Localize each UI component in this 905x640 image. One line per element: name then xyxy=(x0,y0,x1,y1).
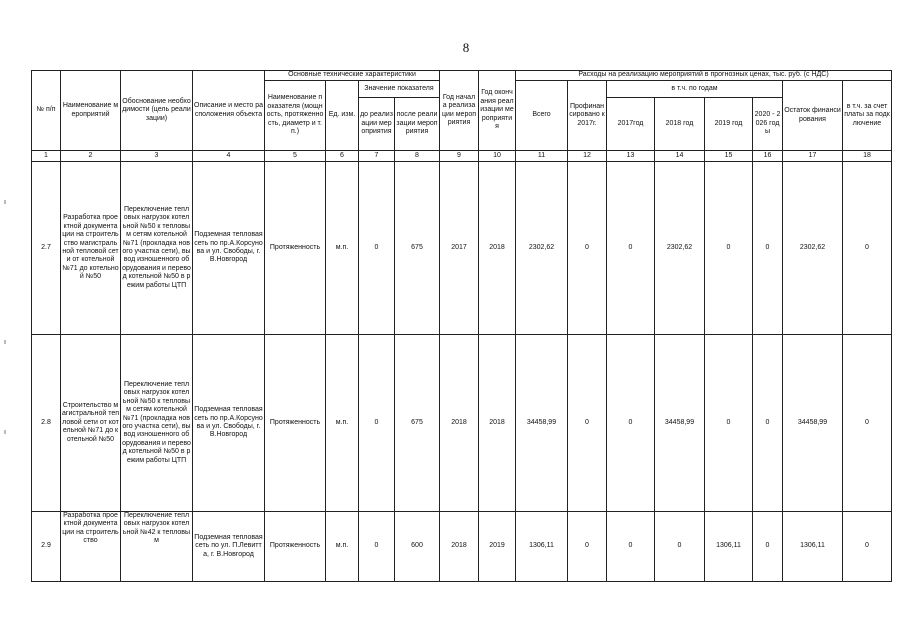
margin-mark xyxy=(4,430,6,434)
header-2019: 2019 год xyxy=(705,98,753,151)
row-unit: м.п. xyxy=(326,512,359,582)
column-number: 8 xyxy=(395,151,440,162)
column-number: 6 xyxy=(326,151,359,162)
row-after: 675 xyxy=(395,162,440,335)
margin-mark xyxy=(4,340,6,344)
header-num: № п/п xyxy=(32,71,61,151)
row-connection: 0 xyxy=(843,162,892,335)
row-start-year: 2017 xyxy=(440,162,479,335)
row-unit: м.п. xyxy=(326,335,359,512)
row-2018: 2302,62 xyxy=(655,162,705,335)
row-financed: 0 xyxy=(568,162,607,335)
header-years-group: в т.ч. по годам xyxy=(607,81,783,98)
row-before: 0 xyxy=(359,162,395,335)
column-number: 1 xyxy=(32,151,61,162)
row-remaining: 1306,11 xyxy=(783,512,843,582)
row-2018: 0 xyxy=(655,512,705,582)
row-2020-2026: 0 xyxy=(753,512,783,582)
row-2017: 0 xyxy=(607,335,655,512)
row-end-year: 2018 xyxy=(479,162,516,335)
row-start-year: 2018 xyxy=(440,512,479,582)
header-total: Всего xyxy=(516,81,568,151)
column-number: 15 xyxy=(705,151,753,162)
row-before: 0 xyxy=(359,512,395,582)
column-number: 17 xyxy=(783,151,843,162)
row-num: 2.8 xyxy=(32,335,61,512)
header-tech-group: Основные технические характеристики xyxy=(265,71,440,81)
header-financed: Профинансировано к 2017г. xyxy=(568,81,607,151)
column-number: 11 xyxy=(516,151,568,162)
header-after: после реализации мероприятия xyxy=(395,98,440,151)
investment-table xyxy=(31,70,892,582)
row-financed: 0 xyxy=(568,335,607,512)
row-indicator: Протяженность xyxy=(265,162,326,335)
table-row xyxy=(32,335,892,512)
header-cost-group: Расходы на реализацию мероприятий в прогнозных ценах, тыс. руб. (с НДС) xyxy=(516,71,892,81)
row-2017: 0 xyxy=(607,162,655,335)
row-2019: 0 xyxy=(705,162,753,335)
row-total: 2302,62 xyxy=(516,162,568,335)
row-name-text: Разработка проектной документации на строительство xyxy=(62,512,119,545)
header-end-year: Год окончания реализации мероприятия xyxy=(479,71,516,151)
row-indicator: Протяженность xyxy=(265,512,326,582)
column-number: 10 xyxy=(479,151,516,162)
header-before: до реализации мероприятия xyxy=(359,98,395,151)
row-after: 600 xyxy=(395,512,440,582)
column-number: 9 xyxy=(440,151,479,162)
row-start-year: 2018 xyxy=(440,335,479,512)
table-row xyxy=(32,512,892,582)
table-row xyxy=(32,162,892,335)
row-before: 0 xyxy=(359,335,395,512)
header-2020-2026: 2020 - 2026 годы xyxy=(753,98,783,151)
header-unit: Ед. изм. xyxy=(326,81,359,151)
row-connection: 0 xyxy=(843,335,892,512)
row-end-year: 2019 xyxy=(479,512,516,582)
row-financed: 0 xyxy=(568,512,607,582)
column-number: 18 xyxy=(843,151,892,162)
row-2018: 34458,99 xyxy=(655,335,705,512)
row-num: 2.9 xyxy=(32,512,61,582)
page-number: 8 xyxy=(462,40,470,55)
column-number: 16 xyxy=(753,151,783,162)
header-indicator: Наименование показателя (мощность, протяженность, диаметр и т.п.) xyxy=(265,81,326,151)
row-reason-text: Переключение тепловых нагрузок котельной №42 к тепловым xyxy=(122,512,191,545)
row-remaining: 34458,99 xyxy=(783,335,843,512)
row-location: Подземная тепловая сеть по пр.А.Корсунова и ул. Свободы, г. В.Новгород xyxy=(193,162,265,335)
row-2017: 0 xyxy=(607,512,655,582)
row-name: Разработка проектной документации на строительство магистральной тепловой сети от котельной №71 до котельной №50 xyxy=(61,162,121,335)
column-number: 2 xyxy=(61,151,121,162)
row-2019: 0 xyxy=(705,335,753,512)
header-location: Описание и место расположения объекта xyxy=(193,71,265,151)
header-name: Наименование мероприятий xyxy=(61,71,121,151)
row-remaining: 2302,62 xyxy=(783,162,843,335)
row-2020-2026: 0 xyxy=(753,162,783,335)
header-connection: в т.ч. за счет платы за подключение xyxy=(843,81,892,151)
column-number: 14 xyxy=(655,151,705,162)
row-num: 2.7 xyxy=(32,162,61,335)
row-total: 34458,99 xyxy=(516,335,568,512)
row-end-year: 2018 xyxy=(479,335,516,512)
header-start-year: Год начала реализации мероприятия xyxy=(440,71,479,151)
header-reason: Обоснование необходимости (цель реализации) xyxy=(121,71,193,151)
row-reason: Переключение тепловых нагрузок котельной №50 к тепловым сетям котельной №71 (прокладка нового участка сети), вывод изношенного оборудования и перевод котельной №50 в режим работы ЦТП xyxy=(121,335,193,512)
row-location: Подземная тепловая сеть по пр.А.Корсунова и ул. Свободы, г. В.Новгород xyxy=(193,335,265,512)
margin-mark xyxy=(4,200,6,204)
column-number: 7 xyxy=(359,151,395,162)
row-name: Строительство магистральной тепловой сети от котельной №71 до котельной №50 xyxy=(61,335,121,512)
header-2017: 2017год xyxy=(607,98,655,151)
row-2019: 1306,11 xyxy=(705,512,753,582)
row-indicator: Протяженность xyxy=(265,335,326,512)
row-total: 1306,11 xyxy=(516,512,568,582)
column-number: 3 xyxy=(121,151,193,162)
header-value-group: Значение показателя xyxy=(359,81,440,98)
column-number-row xyxy=(32,151,892,162)
row-reason: Переключение тепловых нагрузок котельной №50 к тепловым сетям котельной №71 (прокладка нового участка сети), вывод изношенного оборудования и перевод котельной №50 в режим работы ЦТП xyxy=(121,162,193,335)
header-remaining: Остаток финансирования xyxy=(783,81,843,151)
row-reason xyxy=(121,512,193,582)
header-row-1 xyxy=(32,71,892,81)
row-unit: м.п. xyxy=(326,162,359,335)
row-after: 675 xyxy=(395,335,440,512)
row-connection: 0 xyxy=(843,512,892,582)
row-location: Подземная тепловая сеть по ул. П.Левитта, г. В.Новгород xyxy=(193,512,265,582)
row-2020-2026: 0 xyxy=(753,335,783,512)
column-number: 4 xyxy=(193,151,265,162)
row-name xyxy=(61,512,121,582)
header-2018: 2018 год xyxy=(655,98,705,151)
column-number: 13 xyxy=(607,151,655,162)
column-number: 5 xyxy=(265,151,326,162)
column-number: 12 xyxy=(568,151,607,162)
